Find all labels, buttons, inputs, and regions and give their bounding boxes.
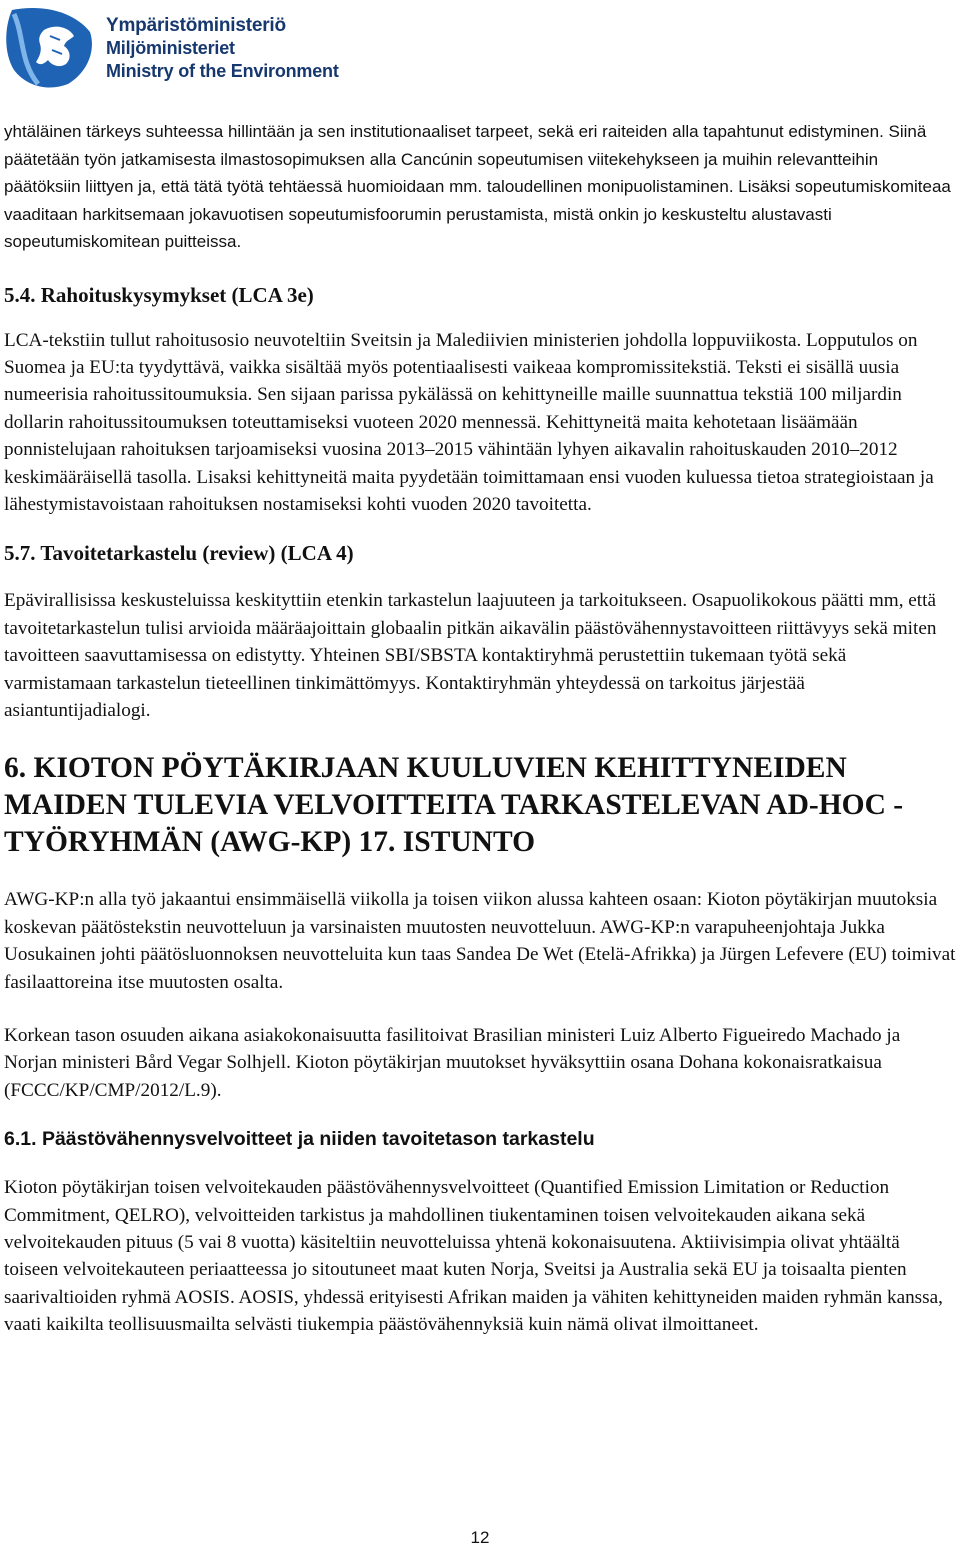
paragraph-finance: LCA-tekstiin tullut rahoitusosio neuvoteltiin Sveitsin ja Malediivien ministerien johdolla loppuviikosta. Lopputulos on Suomea ja EU:ta tyydyttävä, vaikka sisältää myös potentiaalisesti vaikeaa kompromissitekstiä. Teksti ei sisällä uusia numeerisia rahoitussitoumuksia. Sen sijaan parissa pykälässä on kehittyneille maille suunnattua tekstiä 100 miljardin dollarin rahoitussitoumuksen toteuttamiseksi vuoteen 2020 mennessä. Kehittyneitä maita kehotetaan lisäämään ponnistelujaan rahoituksen tarjoamiseksi vuosina 2013–2015 vähintään lyhyen aikavalin rahoituskauden 2010–2012 keskimääräisellä tasolla. Lisaksi kehittyneitä maita pyydetään toimittamaan ensi vuoden kuluessa tietoa strategioistaan ja lähestymistavoistaan rahoituksen nostamiseksi kohti vuoden 2020 tavoitetta. [4,329,934,515]
logo-line-fi: Ympäristöministeriö [106,15,286,36]
paragraph-awg-kp: AWG-KP:n alla työ jakaantui ensimmäisellä viikolla ja toisen viikon alussa kahteen osaan: Kioton pöytäkirjan muutoksia koskevan päätöstekstin neuvotteluun ja varsinaisten muutosten neuvotteluun. AWG-KP:n varapuheenjohtaja Jukka Uosukainen johti päätösluonnoksen neuvotteluita kun taas Sandea De Wet (Etelä-Afrikka) ja Jürgen Lefevere (EU) toimivat fasilaattoreina itse muutosten osalta. [4,889,956,993]
paragraph-qelro: Kioton pöytäkirjan toisen velvoitekauden päästövähennysvelvoitteet (Quantified Emission Limitation or Reduction Commitment, QELRO), velvoitteiden tarkistus ja mahdollinen tiukentaminen toisen velvoitekauden aikana sekä velvoitekauden pituus (5 vai 8 vuotta) käsiteltiin neuvotteluissa yhtenä kokonaisuutena. Aktiivisimpia olivat yhtäältä toiseen velvoitekauteen periaatteessa jo sitoutuneet maat kuten Norja, Sveitsi ja Australia sekä EU ja toisaalta pienten saarivaltioiden ryhmä AOSIS. AOSIS, yhdessä erityisesti Afrikan maiden ja vähiten kehittyneiden maiden ryhmän kanssa, vaati kaikilta teollisuusmailta selvästi tiukempia päästövähennyksiä kuin nämä olivat ilmoittaneet. [4,1177,943,1336]
logo-line-en: Ministry of the Environment [106,61,339,81]
ministry-logo [4,6,344,88]
logo-line-sv: Miljöministeriet [106,38,235,58]
heading-section-6: 6. KIOTON PÖYTÄKIRJAAN KUULUVIEN KEHITTYNEIDEN MAIDEN TULEVIA VELVOITTEITA TARKASTELEVAN AD-HOC -TYÖRYHMÄN (AWG-KP) 17. ISTUNTO [4,752,904,859]
heading-5-7: 5.7. Tavoitetarkastelu (review) (LCA 4) [4,541,354,566]
page-number: 12 [470,1528,490,1547]
document-body [4,118,956,1339]
heading-6-1: 6.1. Päästövähennysvelvoitteet ja niiden tavoitetason tarkastelu [4,1128,595,1151]
paragraph-adaptation: yhtäläinen tärkeys suhteessa hillintään ja sen institutionaaliset tarpeet, sekä eri raiteiden alla tapahtunut edistyminen. Siinä päätetään työn jatkamisesta ilmastosopimuksen alla Cancúnin sopeutumisen viitekehykseen ja muihin relevantteihin päätöksiin liittyen ja, että tätä työtä tehtäessä huomioidaan mm. taloudellinen monipuolistaminen. Lisäksi sopeutumiskomiteaa vaaditaan harkitsemaan jokavuotisen sopeutumisfoorumin perustamista, mistä onkin jo keskusteltu alustavasti sopeutumiskomitean puitteissa. [4,122,951,251]
finnish-lion-emblem-icon [4,6,100,90]
heading-5-4: 5.4. Rahoituskysymykset (LCA 3e) [4,282,314,307]
paragraph-high-level: Korkean tason osuuden aikana asiakokonaisuutta fasilitoivat Brasilian ministeri Luiz Alberto Figueiredo Machado ja Norjan ministeri Bård Vegar Solhjell. Kioton pöytäkirjan muutokset hyväksyttiin osana Dohana kokonaisratkaisua (FCCC/KP/CMP/2012/L.9). [4,1025,901,1101]
paragraph-review: Epävirallisissa keskusteluissa keskityttiin etenkin tarkastelun laajuuteen ja tarkoitukseen. Osapuolikokous päätti mm, että tavoitetarkastelun tulisi arvioida määräajoittain globaalin pitkän aikavälin päästövähennystavoitteen riittävyys sekä miten tavoitteen saavuttamisessa on edistytty. Yhteinen SBI/SBSTA kontaktiryhmä perustettiin tukemaan työtä sekä varmistamaan tarkastelun tieteellinen tinkimättömyys. Kontaktiryhmän yhteydessä on tarkoitus järjestää asiantuntijadialogi. [4,590,937,721]
logo-text [106,14,339,83]
